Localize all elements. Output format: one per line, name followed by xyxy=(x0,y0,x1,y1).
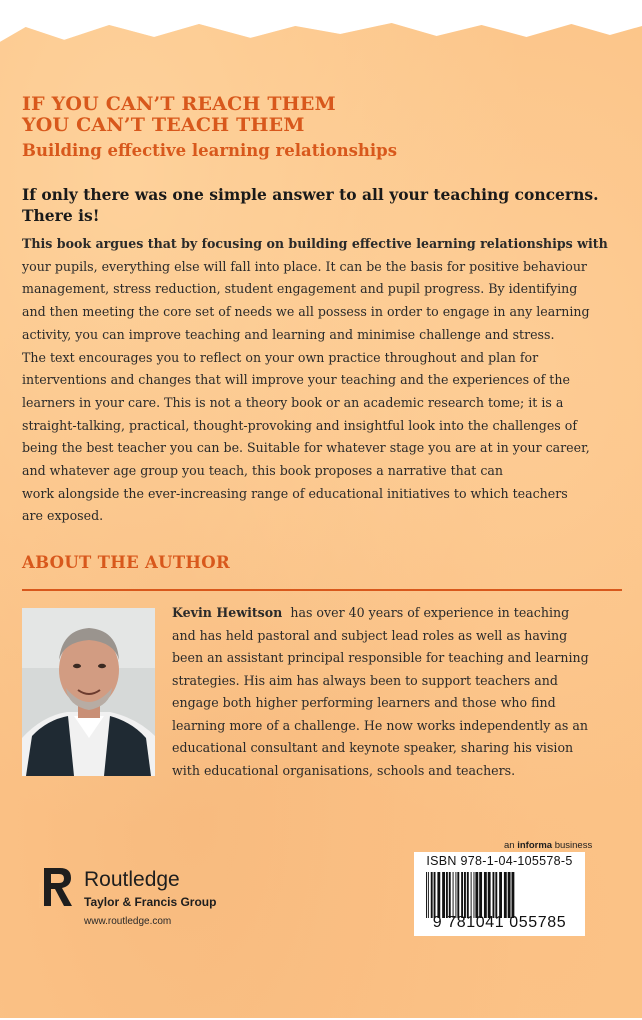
blurb-line: are exposed. xyxy=(22,508,104,524)
barcode-digits: 9 781041 055785 xyxy=(432,914,567,931)
bio-line-text: has over 40 years of experience in teaching xyxy=(290,605,570,620)
blurb-line: interventions and changes that will improve your teaching and the experiences of the xyxy=(22,372,570,388)
section-divider xyxy=(22,589,622,591)
publisher-website: www.routledge.com xyxy=(84,916,172,927)
blurb-text xyxy=(22,233,622,528)
barcode-bar xyxy=(512,872,515,918)
logo-text: ROUTLEDGE xyxy=(38,881,43,908)
title-line-2: YOU CAN’T TEACH THEM xyxy=(22,114,305,136)
barcode-bar xyxy=(431,872,433,918)
bio-line: educational consultant and keynote speaker, sharing his vision xyxy=(172,740,574,755)
title-line-1: IF YOU CAN’T REACH THEM xyxy=(22,93,336,115)
barcode-bar xyxy=(437,872,440,918)
barcode-bar xyxy=(484,872,487,918)
blurb-line: learners in your care. This is not a theory book or an academic research tome; it is a xyxy=(22,394,564,410)
routledge-logo-icon xyxy=(40,862,76,910)
author-portrait-illustration xyxy=(22,608,155,776)
blurb-line: and then meeting the core set of needs we all possess in order to engage in any learning xyxy=(22,304,590,320)
isbn-label: ISBN 978-1-04-105578-5 xyxy=(426,854,573,868)
barcode-bar xyxy=(434,872,436,918)
barcode-bar xyxy=(428,872,429,918)
bio-line: with educational organisations, schools and teachers. xyxy=(172,762,516,778)
barcode-bar xyxy=(457,872,459,918)
informa-suffix: business xyxy=(554,840,593,851)
book-subtitle: Building effective learning relationships xyxy=(22,141,397,160)
barcode-bar xyxy=(449,872,451,918)
barcode-panel xyxy=(414,852,585,936)
lead-line-2: There is! xyxy=(22,206,100,225)
barcode-bar xyxy=(442,872,445,918)
author-name: Kevin Hewitson xyxy=(172,605,283,620)
barcode-bar xyxy=(504,872,507,918)
blurb-line: being the best teacher you can be. Suitable for whatever stage you are at in your career, xyxy=(22,440,590,456)
bio-line: learning more of a challenge. He now works independently as an xyxy=(172,717,588,733)
barcode-bar xyxy=(495,872,497,918)
author-photo xyxy=(22,608,155,776)
blurb-line: straight-talking, practical, thought-provoking and insightful look into the challenges of xyxy=(22,417,577,433)
barcode-bar xyxy=(471,872,472,918)
book-title xyxy=(22,94,336,136)
barcode-bar xyxy=(499,872,502,918)
lead-statement xyxy=(22,184,622,226)
lead-line-1: If only there was one simple answer to all your teaching concerns. xyxy=(22,185,599,204)
blurb-line: and whatever age group you teach, this book proposes a narrative that can xyxy=(22,463,504,479)
about-author-heading: ABOUT THE AUTHOR xyxy=(22,553,230,572)
barcode-bar xyxy=(453,872,454,918)
blurb-line: your pupils, everything else will fall into place. It can be the basis for positive behaviour xyxy=(22,258,587,274)
barcode-bar xyxy=(488,872,491,918)
barcode-bar xyxy=(446,872,448,918)
barcode-bar xyxy=(464,872,466,918)
barcode-bar xyxy=(508,872,511,918)
barcode-bar xyxy=(426,872,427,918)
publisher-group: Taylor & Francis Group xyxy=(84,895,217,909)
informa-brand: informa xyxy=(517,840,553,851)
barcode-bar xyxy=(493,872,495,918)
bio-line: strategies. His aim has always been to support teachers and xyxy=(172,672,558,688)
barcode-bar xyxy=(467,872,469,918)
informa-prefix: an xyxy=(504,840,515,851)
barcode-bar xyxy=(455,872,456,918)
barcode-bars xyxy=(424,872,579,918)
bio-line: and has held pastoral and subject lead roles as well as having xyxy=(172,627,568,643)
bio-line: engage both higher performing learners and those who find xyxy=(172,695,556,710)
informa-tagline xyxy=(504,840,592,851)
blurb-line: management, stress reduction, student engagement and pupil progress. By identifying xyxy=(22,281,578,297)
blurb-line: This book argues that by focusing on building effective learning relationships with xyxy=(22,236,608,251)
barcode-bar xyxy=(461,872,463,918)
barcode-bar xyxy=(475,872,478,918)
bio-line: been an assistant principal responsible for teaching and learning xyxy=(172,650,589,665)
blurb-line: The text encourages you to reflect on your own practice throughout and plan for xyxy=(22,349,539,365)
barcode-bar xyxy=(479,872,482,918)
author-bio xyxy=(172,602,622,782)
blurb-line: activity, you can improve teaching and learning and minimise challenge and stress. xyxy=(22,326,555,342)
publisher-name: Routledge xyxy=(84,868,180,891)
barcode-bar xyxy=(474,872,475,918)
blurb-line: work alongside the ever-increasing range of educational initiatives to which teachers xyxy=(22,485,568,501)
bio-line xyxy=(172,602,622,625)
